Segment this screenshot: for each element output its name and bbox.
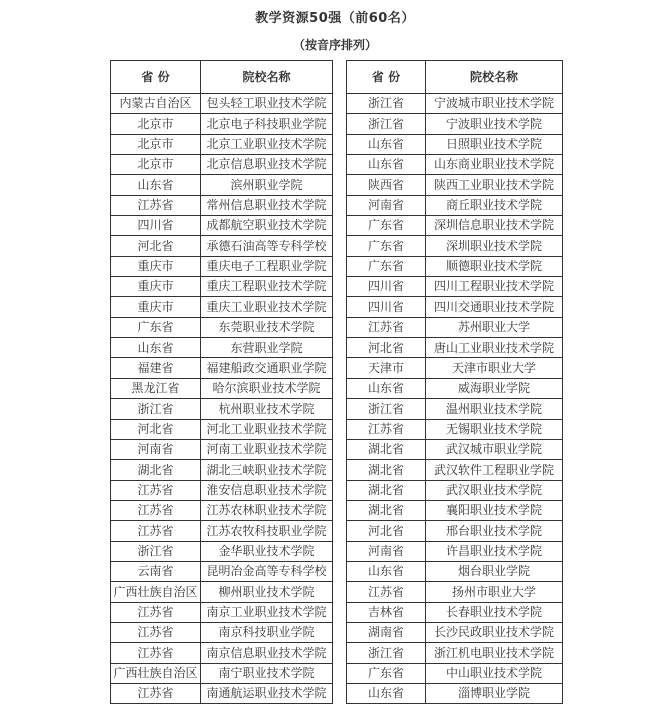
table-row	[111, 460, 333, 480]
institution-cell: 温州职业技术学院	[426, 399, 563, 419]
institution-cell: 重庆工程职业技术学院	[201, 277, 333, 297]
province-cell: 河南省	[111, 439, 201, 459]
province-cell: 江苏省	[111, 643, 201, 663]
institution-cell: 陕西工业职业技术学院	[426, 175, 563, 195]
province-cell: 山东省	[347, 683, 426, 703]
institution-cell: 宁波城市职业技术学院	[426, 94, 563, 114]
province-cell: 陕西省	[347, 175, 426, 195]
province-cell: 河北省	[347, 338, 426, 358]
table-row	[347, 297, 563, 317]
table-row	[347, 480, 563, 500]
province-cell: 江苏省	[111, 480, 201, 500]
province-cell: 北京市	[111, 155, 201, 175]
institution-cell: 南宁职业技术学院	[201, 663, 333, 683]
province-cell: 浙江省	[347, 114, 426, 134]
institution-cell: 四川交通职业技术学院	[426, 297, 563, 317]
institution-cell: 深圳职业技术学院	[426, 236, 563, 256]
institution-cell: 南京工业职业技术学院	[201, 602, 333, 622]
institution-cell: 河北工业职业技术学院	[201, 419, 333, 439]
table-row	[111, 643, 333, 663]
institution-cell: 许昌职业技术学院	[426, 541, 563, 561]
province-cell: 吉林省	[347, 602, 426, 622]
table-row	[347, 277, 563, 297]
table-row	[347, 602, 563, 622]
province-cell: 四川省	[111, 216, 201, 236]
institution-cell: 宁波职业技术学院	[426, 114, 563, 134]
institution-cell: 湖北三峡职业技术学院	[201, 460, 333, 480]
province-cell: 浙江省	[347, 94, 426, 114]
table-row	[111, 439, 333, 459]
institution-cell: 东营职业学院	[201, 338, 333, 358]
table-row	[347, 114, 563, 134]
province-cell: 山东省	[111, 338, 201, 358]
province-cell: 湖北省	[347, 500, 426, 520]
province-cell: 山东省	[347, 155, 426, 175]
table-row	[111, 561, 333, 581]
province-cell: 湖北省	[347, 480, 426, 500]
table-row	[347, 663, 563, 683]
province-cell: 广西壮族自治区	[111, 582, 201, 602]
table-row	[347, 521, 563, 541]
institution-cell: 苏州职业大学	[426, 317, 563, 337]
table-row	[111, 582, 333, 602]
institution-cell: 淄博职业学院	[426, 683, 563, 703]
province-cell: 湖北省	[111, 460, 201, 480]
institution-cell: 唐山工业职业技术学院	[426, 338, 563, 358]
institution-cell: 武汉软件工程职业学院	[426, 460, 563, 480]
province-cell: 江苏省	[347, 582, 426, 602]
institution-cell: 威海职业学院	[426, 378, 563, 398]
institution-cell: 长沙民政职业技术学院	[426, 622, 563, 642]
province-cell: 天津市	[347, 358, 426, 378]
table-row	[347, 134, 563, 154]
province-cell: 浙江省	[347, 643, 426, 663]
table-row	[111, 500, 333, 520]
table-row	[347, 399, 563, 419]
province-cell: 浙江省	[111, 399, 201, 419]
institution-cell: 烟台职业学院	[426, 561, 563, 581]
page-title: 教学资源50强（前60名）	[255, 11, 415, 26]
institution-cell: 北京工业职业技术学院	[201, 134, 333, 154]
ranking-table-left	[110, 60, 333, 704]
institution-cell: 顺德职业技术学院	[426, 256, 563, 276]
institution-cell: 天津市职业大学	[426, 358, 563, 378]
table-row	[111, 338, 333, 358]
province-cell: 江苏省	[111, 195, 201, 215]
institution-cell: 北京信息职业技术学院	[201, 155, 333, 175]
table-row	[347, 378, 563, 398]
institution-cell: 深圳信息职业技术学院	[426, 216, 563, 236]
province-cell: 北京市	[111, 134, 201, 154]
table-row	[111, 378, 333, 398]
institution-cell: 包头轻工职业技术学院	[201, 94, 333, 114]
table-row	[347, 195, 563, 215]
province-cell: 江苏省	[111, 602, 201, 622]
table-row	[347, 541, 563, 561]
province-cell: 云南省	[111, 561, 201, 581]
province-cell: 广东省	[111, 317, 201, 337]
table-row	[347, 155, 563, 175]
column-header-institution: 院校名称	[426, 61, 563, 94]
table-row	[347, 419, 563, 439]
table-row	[347, 338, 563, 358]
institution-cell: 河南工业职业技术学院	[201, 439, 333, 459]
institution-cell: 长春职业技术学院	[426, 602, 563, 622]
table-row	[111, 297, 333, 317]
province-cell: 河北省	[347, 521, 426, 541]
institution-cell: 滨州职业学院	[201, 175, 333, 195]
table-row	[111, 358, 333, 378]
table-row	[111, 236, 333, 256]
column-header-province: 省 份	[347, 61, 426, 94]
table-row	[347, 460, 563, 480]
table-row	[347, 683, 563, 703]
table-row	[111, 155, 333, 175]
province-cell: 江苏省	[347, 317, 426, 337]
province-cell: 重庆市	[111, 297, 201, 317]
institution-cell: 柳州职业技术学院	[201, 582, 333, 602]
province-cell: 湖南省	[347, 622, 426, 642]
province-cell: 广东省	[347, 236, 426, 256]
province-cell: 江苏省	[111, 500, 201, 520]
institution-cell: 邢台职业技术学院	[426, 521, 563, 541]
province-cell: 广东省	[347, 256, 426, 276]
institution-cell: 江苏农牧科技职业学院	[201, 521, 333, 541]
table-row	[347, 175, 563, 195]
institution-cell: 福建船政交通职业学院	[201, 358, 333, 378]
institution-cell: 金华职业技术学院	[201, 541, 333, 561]
province-cell: 浙江省	[347, 399, 426, 419]
institution-cell: 重庆电子工程职业学院	[201, 256, 333, 276]
province-cell: 内蒙古自治区	[111, 94, 201, 114]
institution-cell: 南京科技职业学院	[201, 622, 333, 642]
table-row	[111, 94, 333, 114]
table-row	[111, 216, 333, 236]
table-row	[111, 683, 333, 703]
province-cell: 河南省	[347, 195, 426, 215]
province-cell: 山东省	[347, 561, 426, 581]
province-cell: 山东省	[111, 175, 201, 195]
header-row	[111, 61, 333, 94]
province-cell: 北京市	[111, 114, 201, 134]
table-row	[347, 216, 563, 236]
table-row	[111, 175, 333, 195]
institution-cell: 北京电子科技职业学院	[201, 114, 333, 134]
column-header-province: 省 份	[111, 61, 201, 94]
institution-cell: 日照职业技术学院	[426, 134, 563, 154]
table-row	[347, 256, 563, 276]
province-cell: 江苏省	[111, 683, 201, 703]
page-subtitle: （按音序排列）	[292, 38, 377, 52]
institution-cell: 中山职业技术学院	[426, 663, 563, 683]
institution-cell: 重庆工业职业技术学院	[201, 297, 333, 317]
table-row	[111, 256, 333, 276]
institution-cell: 昆明冶金高等专科学校	[201, 561, 333, 581]
province-cell: 山东省	[347, 134, 426, 154]
table-row	[347, 643, 563, 663]
institution-cell: 承德石油高等专科学校	[201, 236, 333, 256]
institution-cell: 扬州市职业大学	[426, 582, 563, 602]
table-row	[347, 500, 563, 520]
province-cell: 湖北省	[347, 460, 426, 480]
tables-container	[110, 60, 670, 704]
province-cell: 四川省	[347, 277, 426, 297]
institution-cell: 商丘职业技术学院	[426, 195, 563, 215]
table-row	[347, 358, 563, 378]
institution-cell: 无锡职业技术学院	[426, 419, 563, 439]
province-cell: 湖北省	[347, 439, 426, 459]
institution-cell: 山东商业职业技术学院	[426, 155, 563, 175]
institution-cell: 常州信息职业技术学院	[201, 195, 333, 215]
table-row	[347, 94, 563, 114]
institution-cell: 淮安信息职业技术学院	[201, 480, 333, 500]
header-row	[347, 61, 563, 94]
table-row	[111, 195, 333, 215]
table-row	[111, 317, 333, 337]
table-row	[111, 134, 333, 154]
province-cell: 河南省	[347, 541, 426, 561]
province-cell: 广东省	[347, 216, 426, 236]
table-row	[111, 521, 333, 541]
province-cell: 四川省	[347, 297, 426, 317]
institution-cell: 南京信息职业技术学院	[201, 643, 333, 663]
province-cell: 重庆市	[111, 256, 201, 276]
province-cell: 福建省	[111, 358, 201, 378]
table-row	[347, 622, 563, 642]
table-row	[111, 622, 333, 642]
institution-cell: 武汉城市职业学院	[426, 439, 563, 459]
institution-cell: 江苏农林职业技术学院	[201, 500, 333, 520]
institution-cell: 武汉职业技术学院	[426, 480, 563, 500]
institution-cell: 成都航空职业技术学院	[201, 216, 333, 236]
table-row	[347, 236, 563, 256]
institution-cell: 哈尔滨职业技术学院	[201, 378, 333, 398]
province-cell: 江苏省	[111, 521, 201, 541]
province-cell: 广东省	[347, 663, 426, 683]
province-cell: 河北省	[111, 419, 201, 439]
province-cell: 广西壮族自治区	[111, 663, 201, 683]
institution-cell: 四川工程职业技术学院	[426, 277, 563, 297]
province-cell: 江苏省	[111, 622, 201, 642]
column-header-institution: 院校名称	[201, 61, 333, 94]
institution-cell: 东莞职业技术学院	[201, 317, 333, 337]
table-row	[111, 399, 333, 419]
institution-cell: 杭州职业技术学院	[201, 399, 333, 419]
table-row	[111, 480, 333, 500]
province-cell: 黑龙江省	[111, 378, 201, 398]
province-cell: 重庆市	[111, 277, 201, 297]
table-row	[111, 602, 333, 622]
table-row	[111, 277, 333, 297]
table-row	[111, 114, 333, 134]
province-cell: 山东省	[347, 378, 426, 398]
institution-cell: 襄阳职业技术学院	[426, 500, 563, 520]
institution-cell: 浙江机电职业技术学院	[426, 643, 563, 663]
table-row	[111, 419, 333, 439]
table-row	[347, 317, 563, 337]
table-row	[347, 439, 563, 459]
table-row	[111, 663, 333, 683]
province-cell: 浙江省	[111, 541, 201, 561]
ranking-table-right	[346, 60, 563, 704]
institution-cell: 南通航运职业技术学院	[201, 683, 333, 703]
table-row	[347, 582, 563, 602]
province-cell: 江苏省	[347, 419, 426, 439]
province-cell: 河北省	[111, 236, 201, 256]
table-row	[111, 541, 333, 561]
table-row	[347, 561, 563, 581]
